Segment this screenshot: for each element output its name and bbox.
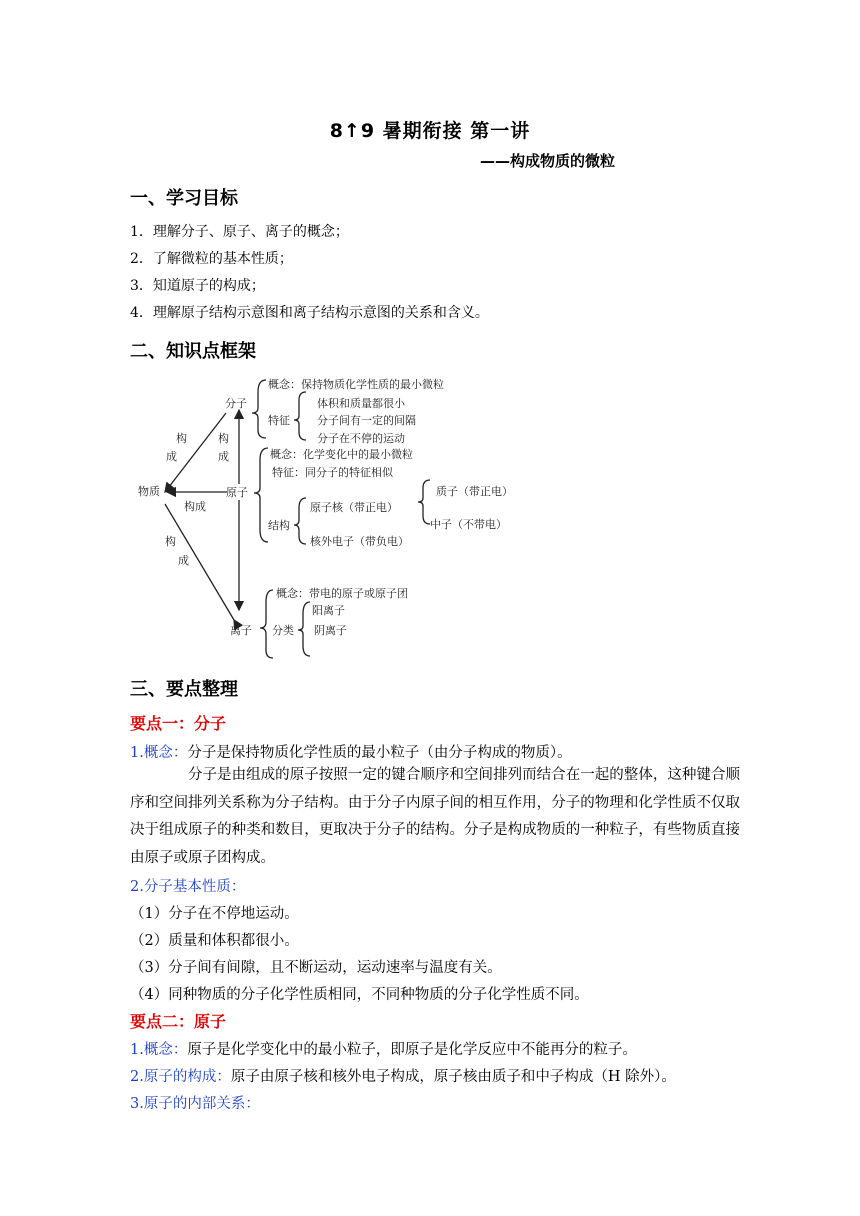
atom-structure-label: 2.原子的构成：: [130, 1069, 231, 1085]
label-gou-lower: 构: [165, 535, 176, 548]
molecule-props-label: 2.分子基本性质：: [130, 879, 246, 895]
atom-relation-label: 3.原子的内部关系：: [130, 1096, 260, 1112]
atom-concept: [130, 1038, 637, 1059]
molecule-prop: （3）分子间有间隙，且不断运动，运动速率与温度有关。: [130, 960, 502, 976]
section-heading-goals: 一、学习目标: [130, 188, 238, 209]
label-proton: 质子（带正电）: [436, 485, 513, 498]
point-heading-atom: 要点二：原子: [130, 1012, 227, 1031]
knowledge-framework-diagram: [130, 370, 550, 665]
goal-item: 4．理解原子结构示意图和离子结构示意图的关系和含义。: [130, 305, 489, 321]
molecule-concept: [130, 741, 572, 762]
label-neutron: 中子（不带电）: [430, 518, 507, 531]
brace-features: [294, 392, 306, 440]
label-mol-f2: 分子间有一定的间隔: [317, 414, 416, 427]
brace-nucleus: [418, 480, 430, 524]
brace-class: [298, 602, 310, 656]
label-atom-structure: 结构: [268, 519, 290, 532]
section-heading-framework: 二、知识点框架: [130, 341, 256, 362]
atom-structure-text: 原子由原子核和核外电子构成，原子核由质子和中子构成（H 除外）。: [230, 1069, 676, 1085]
label-atom: 原子: [226, 486, 248, 499]
molecule-prop: （2）质量和体积都很小。: [130, 933, 299, 949]
brace-molecule: [252, 380, 266, 438]
label-gou-right: 构: [218, 432, 229, 445]
label-ion-class: 分类: [272, 624, 294, 637]
label-mol-feature: 特征: [268, 414, 290, 427]
molecule-prop: （1）分子在不停地运动。: [130, 906, 299, 922]
label-atom-concept: 概念：化学变化中的最小微粒: [270, 448, 413, 461]
page-subtitle: ——构成物质的微粒: [480, 152, 616, 170]
label-goucheng: 构成: [184, 500, 206, 513]
goal-item: 3．知道原子的构成；: [130, 278, 265, 294]
atom-structure: [130, 1065, 676, 1086]
molecule-prop: （4）同种物质的分子化学性质相同，不同种物质的分子化学性质不同。: [130, 987, 589, 1003]
label-gou-left: 构: [176, 432, 187, 445]
label-matter: 物质: [138, 485, 160, 498]
label-nucleus: 原子核（带正电）: [310, 501, 398, 514]
label-molecule: 分子: [225, 397, 247, 410]
label-atom-feature: 特征：同分子的特征相似: [272, 466, 393, 479]
atom-concept-label: 1.概念：: [130, 1042, 188, 1058]
point-heading-molecule: 要点一：分子: [130, 714, 227, 733]
molecule-concept-label: 1.概念：: [130, 745, 188, 761]
section-heading-points: 三、要点整理: [130, 679, 238, 700]
label-cheng-left: 成: [166, 450, 177, 463]
label-cheng-lower: 成: [178, 554, 189, 567]
label-mol-concept: 概念：保持物质化学性质的最小微粒: [268, 378, 444, 391]
label-mol-f3: 分子在不停的运动: [317, 432, 405, 445]
molecule-concept-text: 分子是保持物质化学性质的最小粒子（由分子构成的物质）。: [187, 745, 572, 761]
page-title: 8↑9 暑期衔接 第一讲: [329, 120, 531, 142]
label-ion-concept: 概念：带电的原子或原子团: [276, 587, 408, 600]
label-electron: 核外电子（带负电）: [310, 535, 409, 548]
label-cheng-right: 成: [218, 450, 229, 463]
atom-concept-text: 原子是化学变化中的最小粒子，即原子是化学反应中不能再分的粒子。: [187, 1042, 637, 1058]
brace-structure: [294, 498, 306, 544]
arrow-ion-to-matter: [165, 504, 234, 620]
label-ion: 离子: [230, 624, 252, 637]
label-cation: 阳离子: [312, 604, 345, 617]
brace-atom: [254, 448, 268, 542]
label-mol-f1: 体积和质量都很小: [317, 397, 405, 410]
molecule-paragraph: 分子是由组成的原子按照一定的键合顺序和空间排列而结合在一起的整体，这种键合顺序和空间排列关系称为分子结构。由于分子内原子间的相互作用，分子的物理和化学性质不仅取决于组成原子的种类和数目，更取决于分子的结构。分子是构成物质的一种粒子，有些物质直接由原子或原子团构成。: [130, 767, 740, 866]
goal-item: 1．理解分子、原子、离子的概念；: [130, 224, 349, 240]
label-anion: 阴离子: [314, 624, 347, 637]
goal-item: 2．了解微粒的基本性质；: [130, 251, 293, 267]
